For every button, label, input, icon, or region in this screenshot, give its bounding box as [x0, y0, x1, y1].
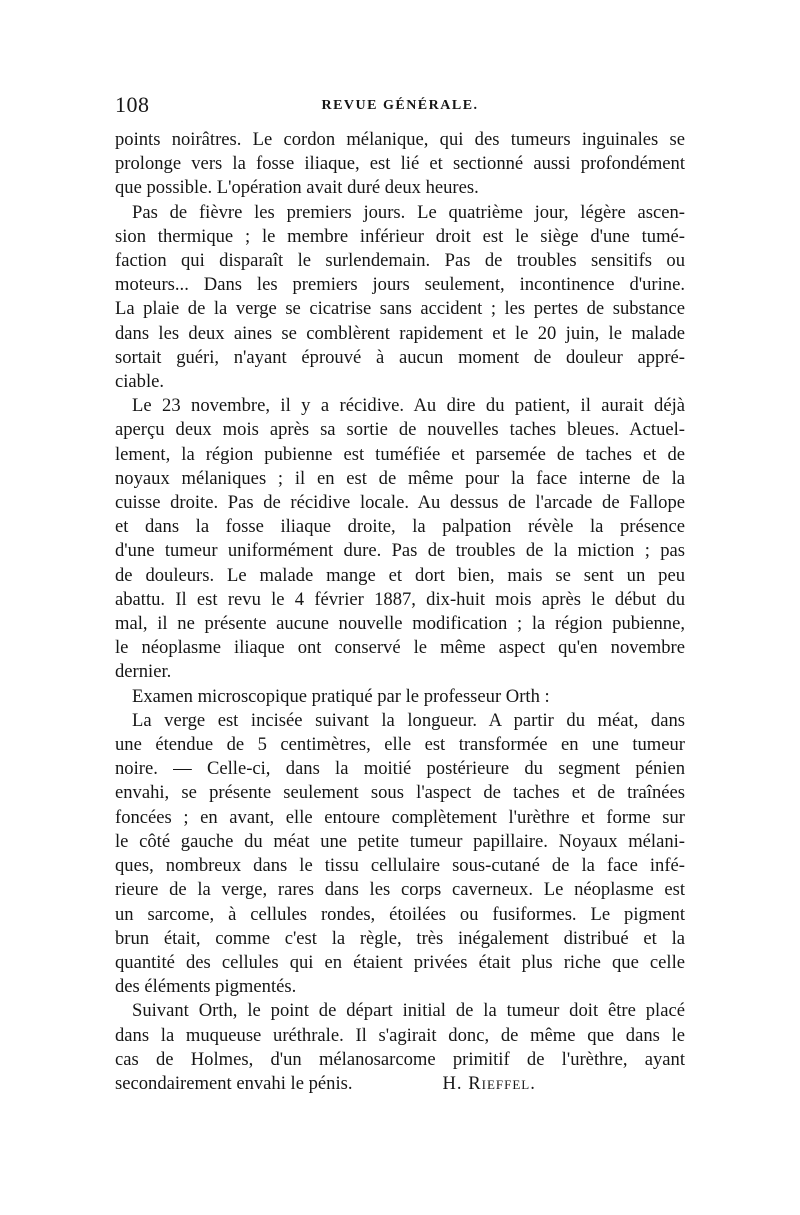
- text-line: prolonge vers la fosse iliaque, est lié et sectionné aussi profondément: [115, 153, 685, 175]
- page-number: 108: [115, 92, 150, 117]
- text-line: faction qui disparaît le surlendemain. Pas de troubles sensitifs ou: [115, 250, 685, 272]
- text-line: La verge est incisée suivant la longueur. A partir du méat, dans: [132, 709, 685, 731]
- text-line: une étendue de 5 centimètres, elle est transformée en une tumeur: [115, 734, 685, 756]
- text-line: moteurs... Dans les premiers jours seulement, incontinence d'urine.: [115, 274, 685, 296]
- body-text: [115, 128, 685, 1096]
- text-line: que possible. L'opération avait duré deux heures.: [115, 177, 479, 199]
- text-line: rieure de la verge, rares dans les corps caverneux. Le néoplasme est: [115, 879, 685, 901]
- text-line: Suivant Orth, le point de départ initial de la tumeur doit être placé: [132, 1000, 685, 1022]
- text-line: ques, nombreux dans le tissu cellulaire sous-cutané de la face infé-: [115, 855, 685, 877]
- text-line: dernier.: [115, 661, 172, 683]
- text-line: un sarcome, à cellules rondes, étoilées ou fusiformes. Le pigment: [115, 903, 685, 925]
- page-header: [115, 92, 685, 122]
- text-line: le côté gauche du méat une petite tumeur papillaire. Noyaux mélani-: [115, 830, 685, 852]
- author-signature: H. Rieffel.: [442, 1072, 536, 1094]
- text-line: dans les deux aines se comblèrent rapidement et le 20 juin, le malade: [115, 322, 685, 344]
- closing-text: secondairement envahi le pénis.: [115, 1072, 353, 1094]
- text-line: dans la muqueuse uréthrale. Il s'agirait donc, de même que dans le: [115, 1024, 685, 1046]
- text-line: ciable.: [115, 371, 165, 393]
- text-line: des éléments pigmentés.: [115, 976, 297, 998]
- text-line: Pas de fièvre les premiers jours. Le quatrième jour, légère ascen-: [132, 201, 685, 223]
- text-line: abattu. Il est revu le 4 février 1887, dix-huit mois après le début du: [115, 588, 685, 610]
- text-line: Examen microscopique pratiqué par le professeur Orth :: [132, 685, 550, 707]
- text-line: lement, la région pubienne est tuméfiée et parsemée de taches et de: [115, 443, 685, 465]
- text-line: foncées ; en avant, elle entoure complètement l'urèthre et forme sur: [115, 806, 685, 828]
- text-line: cas de Holmes, d'un mélanosarcome primitif de l'urèthre, ayant: [115, 1048, 685, 1070]
- text-line: noyaux mélaniques ; il en est de même pour la face interne de la: [115, 467, 685, 489]
- text-line: mal, il ne présente aucune nouvelle modification ; la région pubienne,: [115, 613, 685, 635]
- text-line: sortait guéri, n'ayant éprouvé à aucun moment de douleur appré-: [115, 346, 685, 368]
- text-line: La plaie de la verge se cicatrise sans accident ; les pertes de substance: [115, 298, 685, 320]
- text-line: quantité des cellules qui en étaient privées était plus riche que celle: [115, 951, 685, 973]
- text-line: points noirâtres. Le cordon mélanique, qui des tumeurs inguinales se: [115, 129, 685, 150]
- text-line: brun était, comme c'est la règle, très inégalement distribué et la: [115, 927, 685, 949]
- text-line: et dans la fosse iliaque droite, la palpation révèle la présence: [115, 516, 685, 538]
- running-title: REVUE GÉNÉRALE.: [321, 98, 479, 113]
- text-line: Le 23 novembre, il y a récidive. Au dire du patient, il aurait déjà: [132, 395, 685, 417]
- text-line: sion thermique ; le membre inférieur droit est le siège d'une tumé-: [115, 225, 685, 247]
- text-line-final: [115, 1072, 685, 1096]
- text-line: aperçu deux mois après sa sortie de nouvelles taches bleues. Actuel-: [115, 419, 685, 441]
- text-line: envahi, se présente seulement sous l'aspect de taches et de traînées: [115, 782, 685, 804]
- text-line: le néoplasme iliaque ont conservé le même aspect qu'en novembre: [115, 637, 685, 659]
- text-line: de douleurs. Le malade mange et dort bien, mais se sent un peu: [115, 564, 685, 586]
- text-line: noire. — Celle-ci, dans la moitié postérieure du segment pénien: [115, 758, 685, 780]
- text-line: d'une tumeur uniformément dure. Pas de troubles de la miction ; pas: [115, 540, 685, 562]
- text-line: cuisse droite. Pas de récidive locale. Au dessus de l'arcade de Fallope: [115, 492, 685, 514]
